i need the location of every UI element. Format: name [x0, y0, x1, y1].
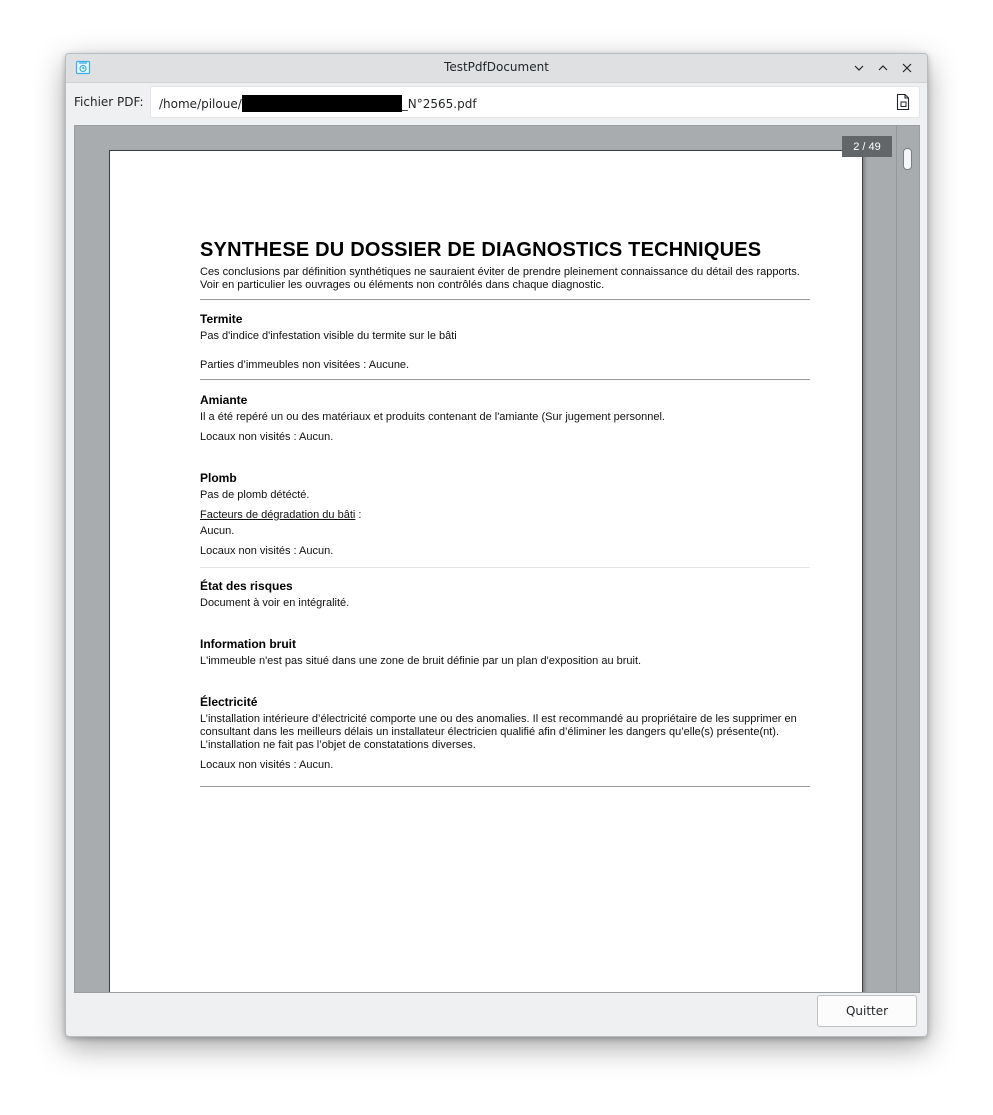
- path-suffix: _N°2565.pdf: [401, 96, 477, 111]
- section-title: Termite: [200, 312, 243, 326]
- section-title: État des risques: [200, 579, 293, 593]
- divider: [200, 379, 810, 380]
- section-text: Aucun.: [200, 525, 235, 537]
- file-path-field[interactable]: [150, 86, 920, 118]
- pdf-viewer[interactable]: [74, 125, 920, 993]
- minimize-icon[interactable]: [850, 59, 868, 77]
- section-text: Locaux non visités : Aucun.: [200, 545, 334, 557]
- section-termite: [200, 312, 810, 380]
- pdf-page: [109, 150, 863, 993]
- section-plomb: [200, 471, 810, 568]
- button-bar: [66, 992, 927, 1036]
- window-title: TestPdfDocument: [444, 60, 549, 74]
- factors-colon: :: [355, 509, 362, 521]
- section-text: Il a été repéré un ou des matériaux et produits contenant de l'amiante (Sur jugement personnel.: [200, 411, 665, 423]
- page-counter: 2 / 49: [842, 136, 892, 157]
- app-window: [65, 53, 928, 1037]
- divider: [200, 567, 810, 568]
- divider: [200, 786, 810, 787]
- section-text: Parties d’immeubles non visitées : Aucune.: [200, 359, 410, 371]
- scrollbar-thumb[interactable]: [903, 148, 912, 170]
- quit-button[interactable]: Quitter: [817, 995, 917, 1027]
- section-text: Locaux non visités : Aucun.: [200, 759, 334, 771]
- section-text: L’installation intérieure d’électricité comporte une ou des anomalies. Il est recommandé au propriétaire de les supprimer en consultant dans les meilleurs délais un installateur électricien qualifié afin d’éliminer les dangers qu’elle(s) présente(nt). L’installation ne fait pas l’objet de constatations diverses.: [200, 713, 797, 751]
- title-bar[interactable]: [66, 54, 927, 83]
- section-text: Pas de plomb détécté.: [200, 489, 310, 501]
- section-electricite: [200, 695, 810, 787]
- section-risques: [200, 579, 810, 610]
- file-path-text: [159, 95, 477, 112]
- file-label: Fichier PDF:: [74, 95, 144, 109]
- section-amiante: [200, 393, 810, 444]
- section-text: Pas d'indice d'infestation visible du termite sur le bâti: [200, 330, 457, 342]
- factors-line: [200, 509, 810, 522]
- close-icon[interactable]: [898, 59, 916, 77]
- document-title: SYNTHESE DU DOSSIER DE DIAGNOSTICS TECHNIQUES: [200, 239, 762, 261]
- vertical-scrollbar[interactable]: [896, 126, 919, 992]
- section-bruit: [200, 637, 810, 668]
- section-title: Électricité: [200, 695, 258, 709]
- factors-label: Facteurs de dégradation du bâti: [200, 509, 356, 521]
- section-title: Information bruit: [200, 637, 296, 651]
- page-content: [200, 239, 810, 787]
- file-toolbar: [66, 83, 927, 121]
- section-text: Document à voir en intégralité.: [200, 597, 350, 609]
- redaction-block: [242, 95, 402, 112]
- path-prefix: /home/piloue/: [159, 96, 242, 111]
- section-title: Amiante: [200, 393, 248, 407]
- divider: [200, 299, 810, 300]
- section-text: L'immeuble n'est pas situé dans une zone de bruit définie par un plan d'exposition au bruit.: [200, 655, 642, 667]
- maximize-icon[interactable]: [874, 59, 892, 77]
- open-file-icon[interactable]: [895, 93, 911, 111]
- section-title: Plomb: [200, 471, 237, 485]
- section-text: Locaux non visités : Aucun.: [200, 431, 334, 443]
- document-intro: Ces conclusions par définition synthétiques ne sauraient éviter de prendre pleinement connaissance du détail des rapports. Voir en particulier les ouvrages ou éléments non contrôlés dans chaque diagnostic.: [200, 266, 800, 291]
